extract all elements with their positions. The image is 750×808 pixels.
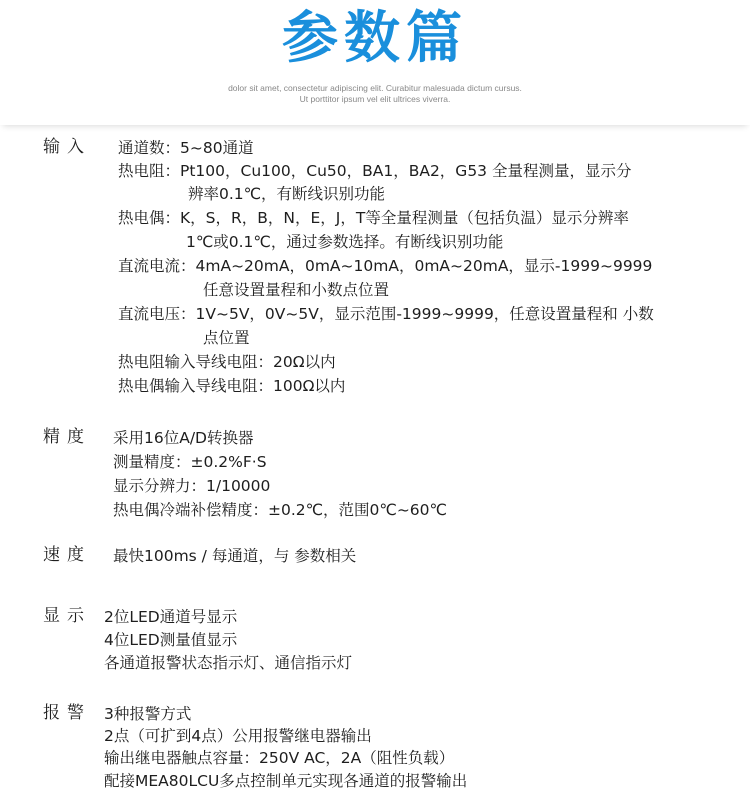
input-line: 通道数：5~80通道 [118, 139, 254, 157]
input-line: 任意设置量程和小数点位置 [203, 281, 390, 299]
section-label-input: 输入 [43, 137, 91, 157]
input-line: 热电偶输入导线电阻：100Ω以内 [118, 377, 346, 395]
input-line: 热电偶：K，S，R，B，N，E，J，T等全量程测量（包括负温）显示分辨率 [118, 209, 629, 227]
alarm-line: 输出继电器触点容量：250V AC，2A（阻性负载） [104, 749, 455, 767]
section-label-alarm: 报警 [43, 703, 91, 723]
page-title: 参数篇 [282, 6, 468, 71]
page-subtitle [0, 83, 750, 105]
display-line: 4位LED测量值显示 [104, 631, 238, 649]
alarm-line: 2点（可扩到4点）公用报警继电器输出 [104, 727, 372, 745]
precision-line: 热电偶冷端补偿精度：±0.2℃，范围0℃~60℃ [113, 501, 447, 519]
display-line: 2位LED通道号显示 [104, 608, 238, 626]
page-header [0, 0, 750, 125]
input-line: 热电阻输入导线电阻：20Ω以内 [118, 353, 336, 371]
alarm-line: 配接MEA80LCU多点控制单元实现各通道的报警输出 [104, 772, 468, 790]
input-line: 直流电流：4mA~20mA，0mA~10mA，0mA~20mA，显示-1999~9999 [118, 257, 653, 275]
subtitle-line-1: dolor sit amet, consectetur adipiscing elit. Curabitur malesuada dictum cursus. [228, 83, 522, 93]
section-label-speed: 速度 [43, 545, 91, 565]
precision-line: 显示分辨力：1/10000 [113, 477, 271, 495]
input-line: 辨率0.1℃，有断线识别功能 [188, 185, 386, 203]
alarm-line: 3种报警方式 [104, 705, 192, 723]
speed-line: 最快100ms / 每通道，与 参数相关 [113, 547, 357, 565]
input-line: 直流电压：1V~5V，0V~5V，显示范围-1999~9999，任意设置量程和 小数 [118, 305, 654, 323]
precision-line: 测量精度：±0.2%F·S [113, 453, 267, 471]
section-label-display: 显示 [43, 606, 91, 626]
section-label-precision: 精度 [43, 427, 91, 447]
input-line: 热电阻：Pt100，Cu100，Cu50，BA1，BA2，G53 全量程测量，显示分 [118, 162, 632, 180]
input-line: 点位置 [203, 329, 250, 347]
input-line: 1℃或0.1℃，通过参数选择。有断线识别功能 [186, 233, 504, 251]
subtitle-line-2: Ut porttitor ipsum vel elit ultrices viverra. [299, 94, 451, 104]
precision-line: 采用16位A/D转换器 [113, 429, 254, 447]
display-line: 各通道报警状态指示灯、通信指示灯 [104, 654, 353, 672]
